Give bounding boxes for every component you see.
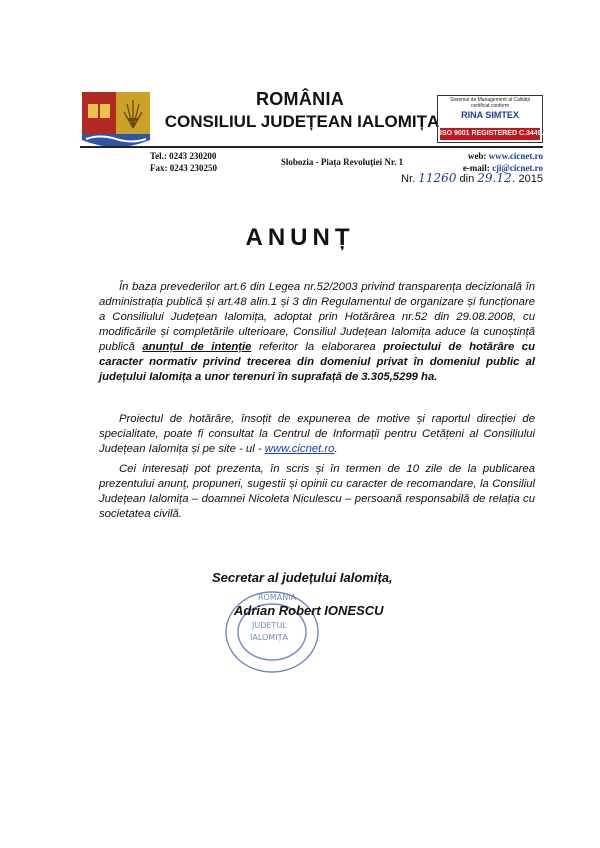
p2-text: Proiectul de hotărâre, însoțit de expunerea de motive și raportul direcției de specialitate, poate fi consultat la Centrul de Informații pentru Cetățeni al Consiliului Județean Ialomița și pe site - ul - [99, 413, 535, 455]
p1-draft-decision: proiectului de hotărâre cu caracter normativ privind trecerea din domeniul privat în domeniul public al județului Ialomița a unor terenuri în suprafață de 3.305,5299 ha. [99, 341, 535, 383]
phone-block [150, 150, 260, 174]
date-handwritten: 29.12. [477, 171, 516, 185]
din-label: din [459, 173, 475, 185]
nr-label: Nr. [401, 173, 416, 185]
header-divider [80, 146, 543, 148]
county-coat-of-arms-icon [80, 90, 152, 150]
cert-line1: Sistemul de Management al Calității [450, 97, 530, 103]
document-title: ANUNȚ [245, 224, 355, 251]
email-link[interactable]: cji@cicnet.ro [492, 163, 543, 173]
p1-text-a: În baza prevederilor art.6 din Legea nr.52/2003 privind transparența decizională în administrația publică și art.48 alin.1 și 3 din Regulamentul de organizare și funcționare a Consiliului Județean Ialomița, adoptat prin Hotărârea nr.52 din 29.08.2008, cu modificările și completările ulterioare, Consiliul Județean Ialomița aduce la cunoștință publică [99, 281, 535, 353]
paragraph-consultation [99, 412, 535, 457]
nr-handwritten: 11260 [418, 171, 457, 185]
web-label: web: [467, 151, 487, 161]
web-link[interactable]: www.cicnet.ro [488, 151, 543, 161]
official-stamp-icon [222, 588, 322, 676]
stamp-country: ROMANIA [258, 593, 297, 602]
stamp-county-name: IALOMIȚA [250, 633, 288, 642]
p1-notice-of-intent: anunțul de intenție [142, 341, 252, 353]
registration-line [380, 171, 543, 185]
p2-end: . [334, 443, 338, 455]
phone-number: Tel.: 0243 230200 [150, 151, 217, 161]
email-label: e-mail: [462, 163, 490, 173]
web-line [420, 150, 543, 162]
cert-caption [438, 96, 542, 109]
postal-address: Slobozia - Piața Revoluției Nr. 1 [280, 157, 404, 167]
quality-certification-badge [437, 95, 548, 143]
signatory-name: Adrian Robert IONESCU [234, 603, 384, 618]
cert-registration: ISO 9001 REGISTERED C.3449.1 [440, 128, 540, 140]
paragraph-legal-basis [99, 280, 535, 385]
institution-name: CONSILIUL JUDEȚEAN IALOMIȚA [164, 112, 440, 131]
year-text: 2015 [518, 173, 543, 185]
cert-line2: certificat conform [470, 103, 510, 109]
stamp-county-label: JUDEȚUL [252, 621, 287, 630]
country-heading: ROMÂNIA [255, 89, 345, 109]
fax-number: Fax: 0243 230250 [150, 163, 217, 173]
p1-text-c: referitor la elaborarea [251, 341, 384, 353]
website-link[interactable]: www.cicnet.ro [264, 443, 335, 455]
paragraph-submissions: Cei interesați pot prezenta, în scris și în termen de 10 zile de la publicarea prezentului anunț, propuneri, sugestii și opinii cu caracter de recomandare, la Consiliul Județean Ialomița – doamnei Nicoleta Niculescu – persoană responsabilă de relația cu societatea civilă. [99, 463, 535, 520]
cert-brand: RINA SIMTEX [461, 110, 519, 120]
signatory-title: Secretar al județului Ialomița, [212, 570, 393, 585]
